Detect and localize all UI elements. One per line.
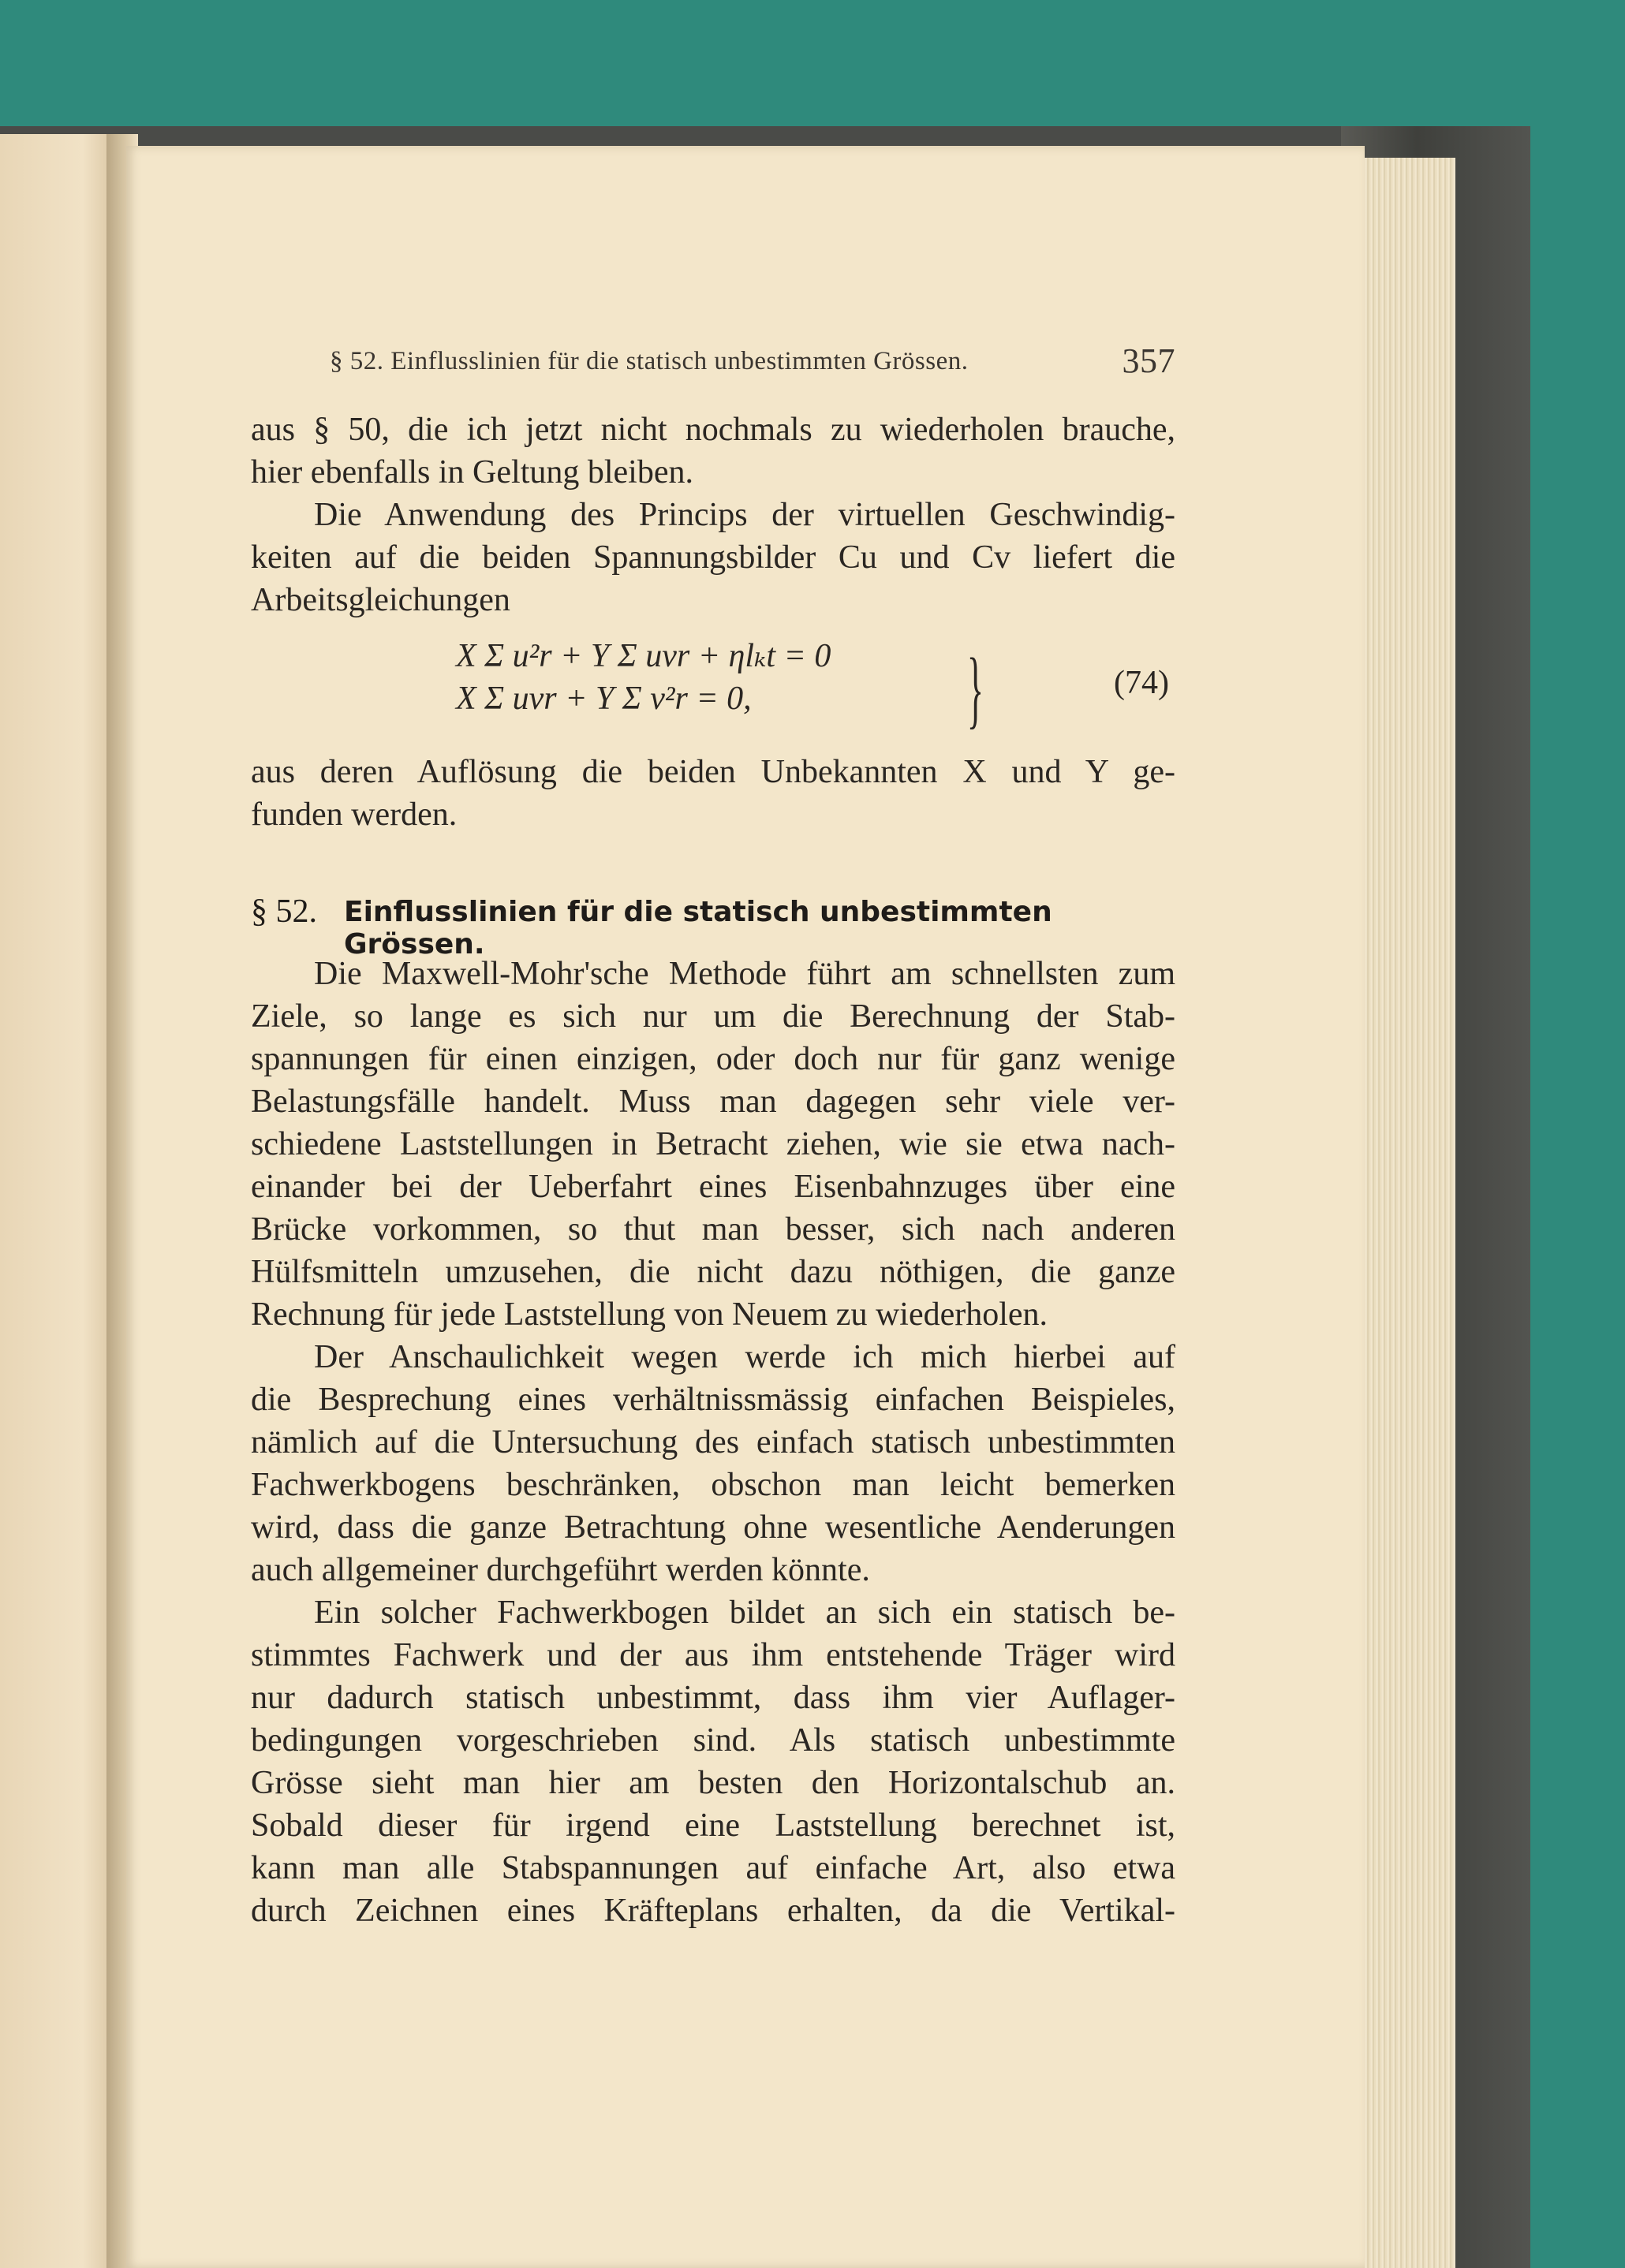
text-line: Der Anschaulichkeit wegen werde ich mich hierbei auf <box>314 1339 1175 1375</box>
text-line: stimmtes Fachwerk und der aus ihm entstehende Träger wird <box>251 1637 1175 1673</box>
paragraph-5 <box>251 1336 1175 1591</box>
equation-number: (74) <box>1114 665 1169 701</box>
text-line: schiedene Laststellungen in Betracht ziehen, wie sie etwa nach- <box>251 1126 1175 1162</box>
text-line: keiten auf die beiden Spannungsbilder Cu und Cv liefert die <box>251 539 1175 576</box>
text-line: bedingungen vorgeschrieben sind. Als statisch unbestimmte <box>251 1722 1175 1759</box>
section-heading <box>251 893 1175 961</box>
paragraph-3 <box>251 751 1175 836</box>
page-number: 357 <box>1122 341 1175 380</box>
text-line: Arbeitsgleichungen <box>251 582 510 618</box>
text-line: Belastungsfälle handelt. Muss man dagegen sehr viele ver- <box>251 1084 1175 1120</box>
text-line: kann man alle Stabspannungen auf einfache Art, also etwa <box>251 1850 1175 1886</box>
equation-line-1: X Σ u²r + Y Σ uvr + ηlₖt = 0 <box>456 638 831 674</box>
running-head <box>330 341 1175 388</box>
text-line: Ziele, so lange es sich nur um die Berechnung der Stab- <box>251 998 1175 1035</box>
text-line: spannungen für einen einzigen, oder doch nur für ganz wenige <box>251 1041 1175 1077</box>
section-title: Einflusslinien für die statisch unbestimmten Grössen. <box>344 896 1052 961</box>
text-line: auch allgemeiner durchgeführt werden könnte. <box>251 1552 870 1588</box>
page-stack <box>1353 158 1455 2268</box>
paragraph-2 <box>251 494 1175 621</box>
text-line: Brücke vorkommen, so thut man besser, sich nach anderen <box>251 1211 1175 1248</box>
text-line: Sobald dieser für irgend eine Laststellung berechnet ist, <box>251 1807 1175 1844</box>
running-head-title: § 52. Einflusslinien für die statisch unbestimmten Grössen. <box>330 347 969 375</box>
text-line: hier ebenfalls in Geltung bleiben. <box>251 454 693 491</box>
text-line: Grösse sieht man hier am besten den Horizontalschub an. <box>251 1765 1175 1801</box>
text-line: nämlich auf die Untersuchung des einfach statisch unbestimmten <box>251 1424 1175 1460</box>
text-line: Die Anwendung des Princips der virtuellen Geschwindig- <box>314 497 1175 533</box>
text-line: durch Zeichnen eines Kräfteplans erhalten, da die Vertikal- <box>251 1893 1175 1929</box>
text-line: wird, dass die ganze Betrachtung ohne wesentliche Aenderungen <box>251 1509 1175 1546</box>
paragraph-6 <box>251 1591 1175 1932</box>
paragraph-1 <box>251 408 1175 494</box>
text-line: einander bei der Ueberfahrt eines Eisenbahnzuges über eine <box>251 1169 1175 1205</box>
text-line: Ein solcher Fachwerkbogen bildet an sich ein statisch be- <box>314 1595 1175 1631</box>
text-line: funden werden. <box>251 796 458 833</box>
section-symbol: § 52. <box>251 893 317 930</box>
facing-page <box>0 134 118 2268</box>
text-line: die Besprechung eines verhältnissmässig einfachen Beispieles, <box>251 1382 1175 1418</box>
text-line: Fachwerkbogens beschränken, obschon man leicht bemerken <box>251 1467 1175 1503</box>
text-line: nur dadurch statisch unbestimmt, dass ihm vier Auflager- <box>251 1680 1175 1716</box>
equation-brace: } <box>966 640 984 737</box>
paragraph-4 <box>251 953 1175 1336</box>
text-line: aus deren Auflösung die beiden Unbekannten X und Y ge- <box>251 754 1175 790</box>
text-line: aus § 50, die ich jetzt nicht nochmals zu wiederholen brauche, <box>251 412 1175 448</box>
text-line: Hülfsmitteln umzusehen, die nicht dazu nöthigen, die ganze <box>251 1254 1175 1290</box>
text-line: Die Maxwell-Mohr'sche Methode führt am schnellsten zum <box>314 956 1175 992</box>
text-line: Rechnung für jede Laststellung von Neuem zu wiederholen. <box>251 1296 1048 1333</box>
equation-line-2: X Σ uvr + Y Σ v²r = 0, <box>456 681 752 717</box>
